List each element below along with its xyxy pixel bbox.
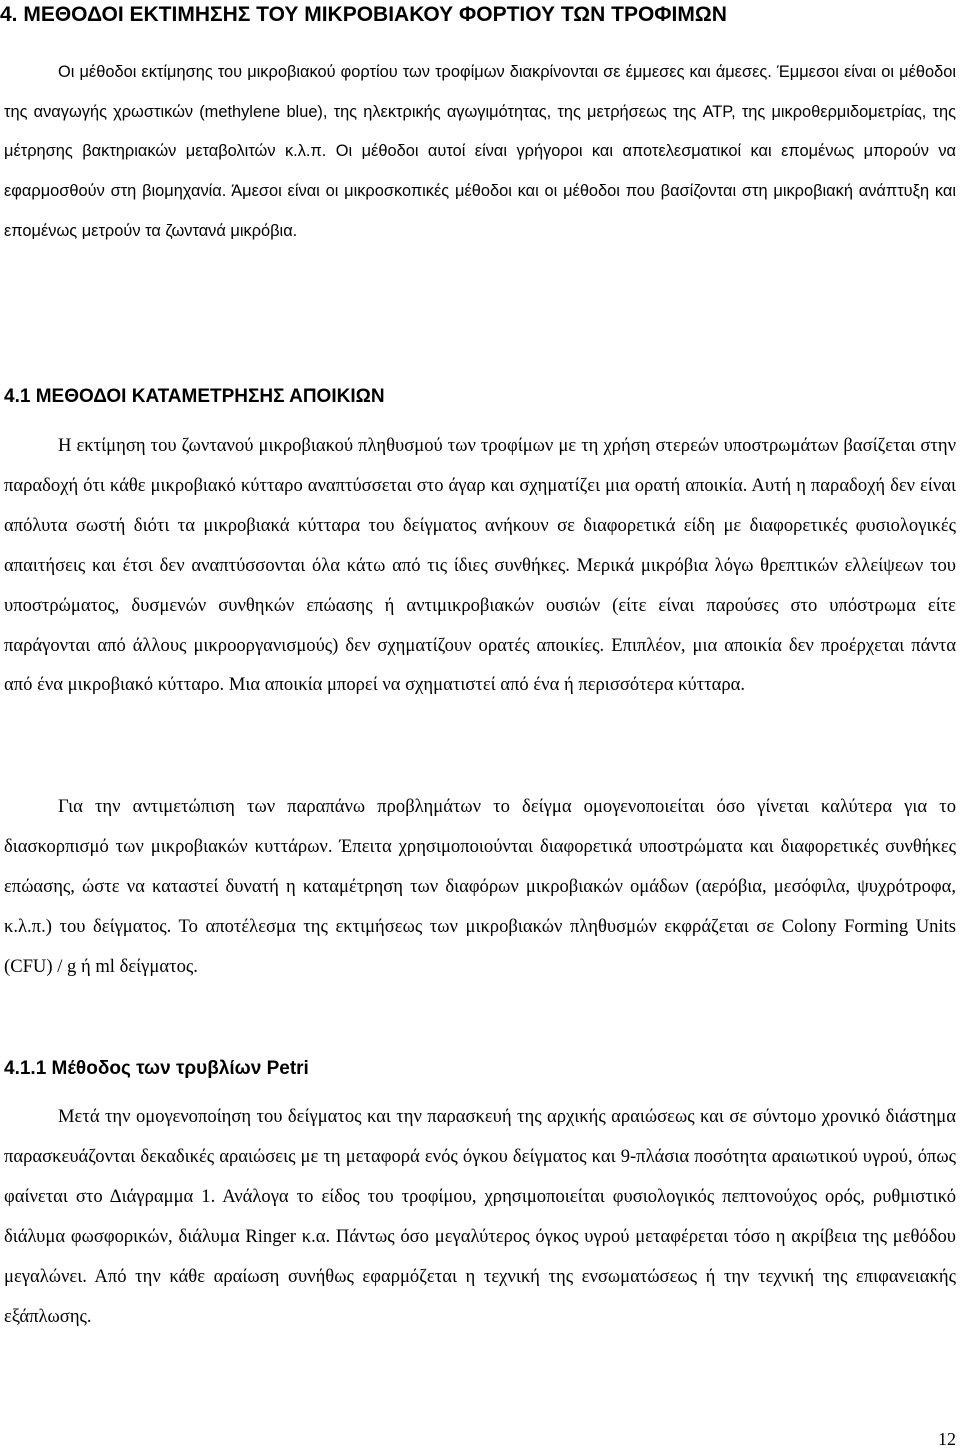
section-title: 4. ΜΕΘΟΔΟΙ ΕΚΤΙΜΗΣΗΣ ΤΟΥ ΜΙΚΡΟΒΙΑΚΟΥ ΦΟΡΤΙΟΥ ΤΩΝ ΤΡΟΦΙΜΩΝ: [0, 3, 727, 26]
page-number: 12: [938, 1429, 956, 1449]
homogenization-paragraph: Για την αντιμετώπιση των παραπάνω προβλημάτων το δείγμα ομογενοποιείται όσο γίνεται καλύτερα για το διασκορπισμό των μικροβιακών κυττάρων. Έπειτα χρησιμοποιούνται διαφορετικά υποστρώματα και διαφορετικές συνθήκες επώασης, ώστε να καταστεί δυνατή η καταμέτρηση των διαφόρων μικροβιακών ομάδων (αερόβια, μεσόφιλα, ψυχρότροφα, κ.λ.π.) του δείγματος. Το αποτέλεσμα της εκτιμήσεως των μικροβιακών πληθυσμών εκφράζεται σε Colony Forming Units (CFU) / g ή ml δείγματος.: [4, 796, 956, 977]
subsection-title: 4.1 ΜΕΘΟΔΟΙ ΚΑΤΑΜΕΤΡΗΣΗΣ ΑΠΟΙΚΙΩΝ: [4, 386, 385, 407]
colony-count-paragraph: Η εκτίμηση του ζωντανού μικροβιακού πληθυσμού των τροφίμων με τη χρήση στερεών υποστρωμάτων βασίζεται στην παραδοχή ότι κάθε μικροβιακό κύτταρο αναπτύσσεται στο άγαρ και σχηματίζει μια ορατή αποικία. Αυτή η παραδοχή δεν είναι απόλυτα σωστή διότι τα μικροβιακά κύτταρα του δείγματος ανήκουν σε διαφορετικά είδη με διαφορετικές φυσιολογικές απαιτήσεις και έτσι δεν αναπτύσσονται όλα κάτω από τις ίδιες συνθήκες. Μερικά μικρόβια λόγω θρεπτικών ελλείψεων του υποστρώματος, δυσμενών συνθηκών επώασης ή αντιμικροβιακών ουσιών (είτε είναι παρούσες στο υπόστρωμα είτε παράγονται από άλλους μικροοργανισμούς) δεν σχηματίζουν ορατές αποικίες. Επιπλέον, μια αποικία δεν προέρχεται πάντα από ένα μικροβιακό κύτταρο. Μια αποικία μπορεί να σχηματιστεί από ένα ή περισσότερα κύτταρα.: [4, 435, 956, 696]
subsubsection-title: 4.1.1 Μέθοδος των τρυβλίων Petri: [4, 1058, 309, 1079]
intro-paragraph: Οι μέθοδοι εκτίμησης του μικροβιακού φορτίου των τροφίμων διακρίνονται σε έμμεσες και άμεσες. Έμμεσοι είναι οι μέθοδοι της αναγωγής χρωστικών (methylene blue), της ηλεκτρικής αγωγιμότητας, της μετρήσεως της ATP, της μικροθερμιδομετρίας, της μέτρησης βακτηριακών μεταβολιτών κ.λ.π. Οι μέθοδοι αυτοί είναι γρήγοροι και αποτελεσματικοί και επομένως μπορούν να εφαρμοσθούν στη βιομηχανία. Άμεσοι είναι οι μικροσκοπικές μέθοδοι και οι μέθοδοι που βασίζονται στη μικροβιακή ανάπτυξη και επομένως μετρούν τα ζωντανά μικρόβια.: [4, 63, 956, 240]
petri-method-paragraph: Μετά την ομογενοποίηση του δείγματος και την παρασκευή της αρχικής αραιώσεως και σε σύντομο χρονικό διάστημα παρασκευάζονται δεκαδικές αραιώσεις με τη μεταφορά ενός όγκου δείγματος και 9-πλάσια ποσότητα αραιωτικού υγρού, όπως φαίνεται στο Διάγραμμα 1. Ανάλογα το είδος του τροφίμου, χρησιμοποιείται φυσιολογικός πεπτονούχος ορός, ρυθμιστικό διάλυμα φωσφορικών, διάλυμα Ringer κ.α. Πάντως όσο μεγαλύτερος όγκος υγρού μεταφέρεται τόσο η ακρίβεια της μεθόδου μεγαλώνει. Από την κάθε αραίωση συνήθως εφαρμόζεται η τεχνική της ενσωματώσεως ή την τεχνική της επιφανειακής εξάπλωσης.: [4, 1106, 956, 1327]
